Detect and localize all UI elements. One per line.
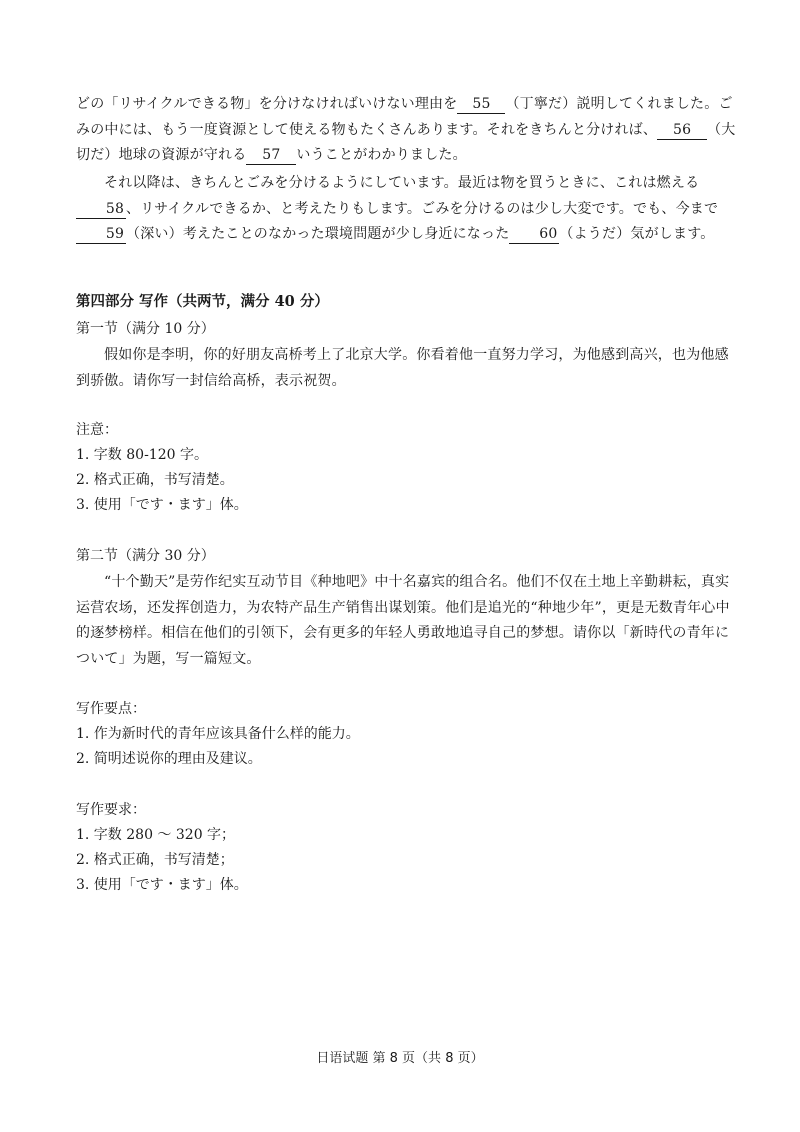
requirement-item: 1. 字数 280 ～ 320 字； (76, 827, 236, 843)
blank-55: 55 (457, 95, 505, 114)
text: 、リサイクルできるか、と考えたりもします。ごみを分けるのは少し大変です。でも、今まで (126, 200, 719, 217)
section2-prompt: “十个勤天”是劳作纪实互动节目《种地吧》中十名嘉宾的组合名。他们不仅在土地上辛勤耕耘，真实运营农场，还发挥创造力，为农特产品生产销售出谋划策。他们是追光的“种地少年”，更是无数青年心中的逐梦榜样。相信在他们的引领下，会有更多的年轻人勇敢地追寻自己的梦想。请你以「新時代の青年について」为题，写一篇短文。 (76, 574, 730, 667)
section1-prompt: 假如你是李明，你的好朋友高桥考上了北京大学。你看着他一直努力学习，为他感到高兴，也为他感到骄傲。请你写一封信给高桥，表示祝贺。 (76, 347, 729, 389)
text: （深い）考えたことのなかった環境問題が少し身近になった (126, 226, 510, 242)
section1-title: 第一节（满分 10 分） (76, 321, 215, 337)
requirements-label: 写作要求： (76, 802, 146, 818)
note-item: 3. 使用「です・ます」体。 (76, 497, 248, 513)
notes-label: 注意： (76, 422, 118, 438)
blank-57: 57 (246, 146, 296, 165)
note-item: 2. 格式正确，书写清楚。 (76, 472, 234, 488)
point-item: 2. 简明述说你的理由及建议。 (76, 751, 262, 767)
text: （丁寧だ）説明してくれました。ごみの中には、もう一度資源として使える物もたくさんあります。それをきちんと分ければ、 (76, 96, 733, 138)
text: それ以降は、きちんとごみを分けるようにしています。最近は物を買うときに、これは燃える (104, 175, 700, 191)
note-item: 1. 字数 80-120 字。 (76, 447, 208, 463)
reading-paragraph-1 (76, 92, 736, 169)
reading-paragraph-2 (76, 171, 736, 248)
blank-56: 56 (657, 121, 707, 140)
text: いうことがわかりました。 (296, 147, 467, 163)
requirement-item: 2. 格式正确，书写清楚； (76, 852, 234, 868)
blank-58: 58 (76, 200, 126, 219)
text: （大切だ）地球の資源が守れる (76, 121, 736, 163)
section2-title: 第二节（满分 30 分） (76, 548, 215, 564)
blank-60: 60 (509, 225, 559, 244)
section4-title: 第四部分 写作（共两节，满分 40 分） (76, 293, 329, 310)
point-item: 1. 作为新时代的青年应该具备什么样的能力。 (76, 726, 360, 742)
blank-59: 59 (76, 225, 126, 244)
text: どの「リサイクルできる物」を分けなければいけない理由を (76, 96, 458, 112)
text: （ようだ）気がします。 (559, 226, 715, 242)
requirement-item: 3. 使用「です・ます」体。 (76, 877, 248, 893)
points-label: 写作要点： (76, 701, 146, 717)
page-footer: 日语试题 第 8 页（共 8 页） (316, 1051, 484, 1066)
